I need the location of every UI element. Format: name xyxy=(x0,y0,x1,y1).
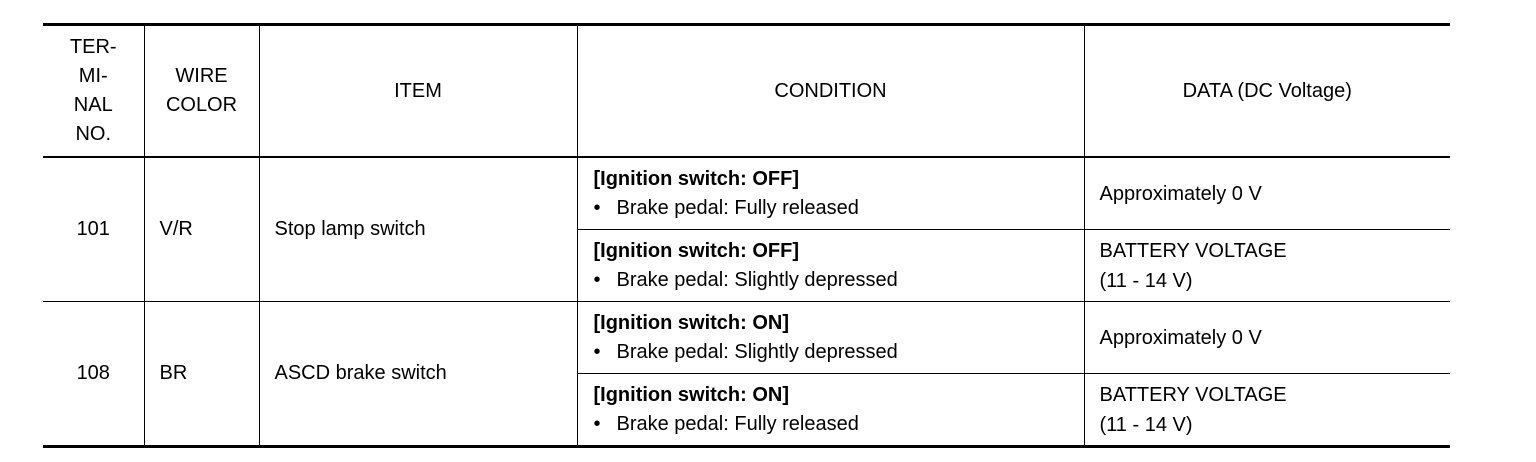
data-value: Approximately 0 V xyxy=(1099,182,1262,205)
bullet-icon: • xyxy=(593,412,601,435)
header-wire-color xyxy=(144,25,259,158)
data-value: BATTERY VOLTAGE xyxy=(1099,383,1287,406)
data-cell xyxy=(1084,374,1450,447)
item-cell: Stop lamp switch xyxy=(259,157,577,302)
terminal-no-cell: 108 xyxy=(43,302,144,447)
header-terminal-line: MI- xyxy=(78,65,108,87)
header-item: ITEM xyxy=(259,25,577,158)
header-terminal-line: TER- xyxy=(69,36,117,58)
header-data: DATA (DC Voltage) xyxy=(1084,25,1450,158)
condition-cell xyxy=(577,157,1084,230)
data-value: Approximately 0 V xyxy=(1099,326,1262,349)
condition-cell xyxy=(577,302,1084,374)
condition-heading: [Ignition switch: OFF] xyxy=(593,239,800,262)
condition-bullet-item xyxy=(594,410,1084,439)
data-cell xyxy=(1084,157,1450,230)
table-row xyxy=(43,302,1450,374)
condition-detail: Brake pedal: Fully released xyxy=(616,196,859,219)
wire-color-cell: BR xyxy=(144,302,259,447)
condition-heading: [Ignition switch: ON] xyxy=(593,311,790,334)
condition-bullet-item xyxy=(594,194,1084,223)
condition-detail: Brake pedal: Slightly depressed xyxy=(616,340,898,363)
header-terminal-no xyxy=(43,25,144,158)
condition-cell xyxy=(577,374,1084,447)
header-wire-line: COLOR xyxy=(165,94,238,116)
header-row xyxy=(43,25,1450,158)
terminal-no-cell: 101 xyxy=(43,157,144,302)
condition-cell xyxy=(577,230,1084,302)
data-value-range: (11 - 14 V) xyxy=(1099,269,1193,292)
header-wire-line: WIRE xyxy=(175,65,228,87)
data-cell xyxy=(1084,302,1450,374)
condition-bullet-item xyxy=(594,338,1084,367)
header-terminal-line: NO. xyxy=(75,123,112,145)
condition-detail: Brake pedal: Fully released xyxy=(616,412,859,435)
wire-color-cell: V/R xyxy=(144,157,259,302)
data-value: BATTERY VOLTAGE xyxy=(1099,239,1287,262)
header-condition: CONDITION xyxy=(577,25,1084,158)
data-value-range: (11 - 14 V) xyxy=(1099,413,1193,436)
bullet-icon: • xyxy=(593,196,601,219)
header-terminal-line: NAL xyxy=(73,94,113,116)
condition-heading: [Ignition switch: ON] xyxy=(593,383,790,406)
condition-detail: Brake pedal: Slightly depressed xyxy=(616,268,898,291)
data-cell xyxy=(1084,230,1450,302)
condition-heading: [Ignition switch: OFF] xyxy=(593,167,800,190)
bullet-icon: • xyxy=(593,268,601,291)
condition-bullet-item xyxy=(594,266,1084,295)
item-cell: ASCD brake switch xyxy=(259,302,577,447)
bullet-icon: • xyxy=(593,340,601,363)
terminal-spec-table xyxy=(43,23,1450,448)
table-row xyxy=(43,157,1450,230)
